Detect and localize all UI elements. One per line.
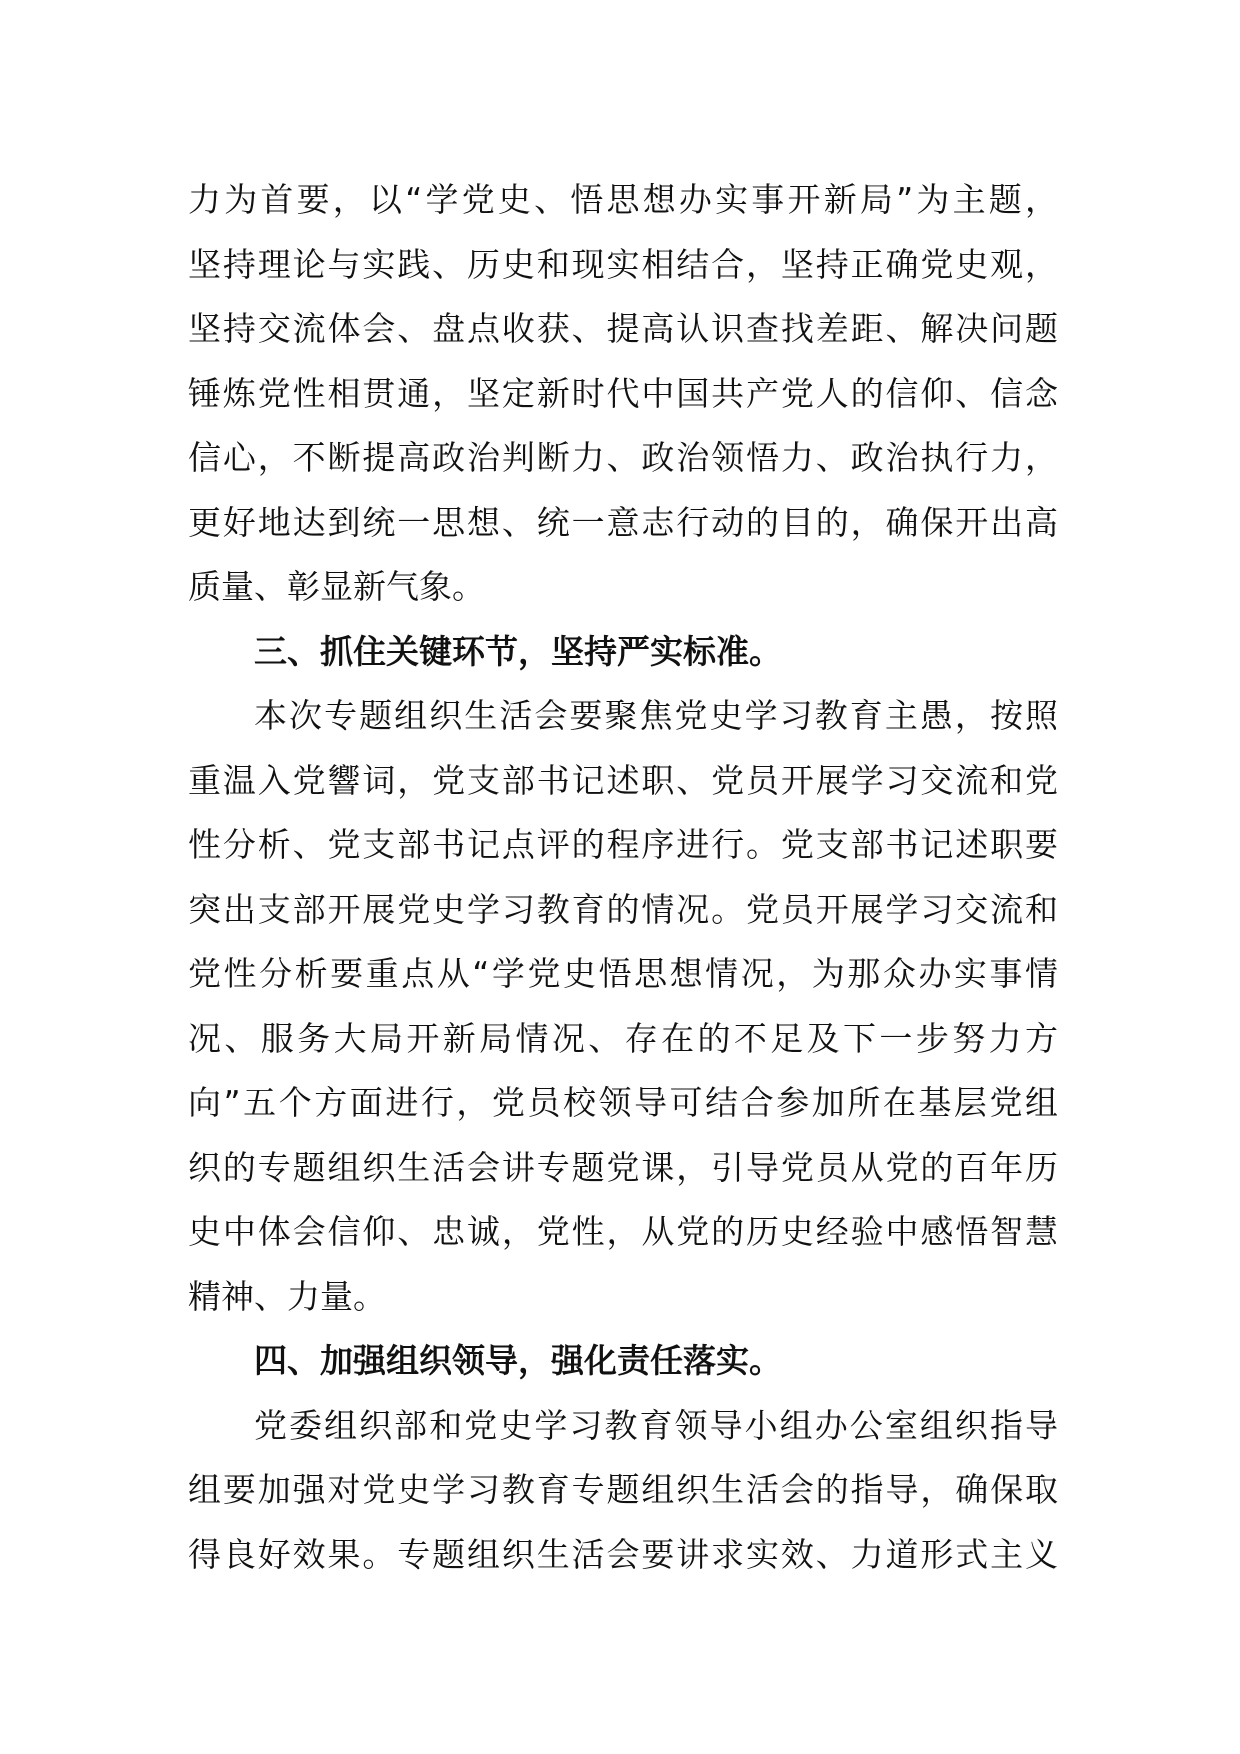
body-line: 坚持交流体会、盘点收获、提高认识查找差距、解决问题 bbox=[188, 309, 1058, 348]
section-heading-4: 四、加强组织领导，强化责任落实。 bbox=[254, 1341, 782, 1380]
section-heading-3: 三、抓住关键环节，坚持严实标准。 bbox=[254, 631, 782, 671]
paragraph-first-line: 本次专题组织生活会要聚焦党史学习教育主愚，按照 bbox=[254, 696, 1058, 735]
body-line: 锤炼党性相贯通，坚定新时代中国共产党人的信仰、信念 bbox=[188, 373, 1058, 413]
body-line: 力为首要，以“学党史、悟思想办实事开新局”为主题， bbox=[188, 180, 1058, 219]
body-line: 织的专题组织生活会讲专题党课，引导党员从党的百年历 bbox=[188, 1147, 1058, 1187]
body-line: 向”五个方面进行，党员校领导可结合参加所在基层党组 bbox=[188, 1083, 1058, 1122]
body-line: 信心，不断提高政治判断力、政治领悟力、政治执行力， bbox=[188, 438, 1058, 477]
document-body bbox=[188, 168, 1058, 1587]
paragraph-first-line: 党委组织部和党史学习教育领导小组办公室组织指导 bbox=[254, 1405, 1058, 1445]
body-line: 史中体会信仰、忠诚，党性，从党的历史经验中感悟智慧 bbox=[188, 1212, 1058, 1251]
body-line: 更好地达到统一思想、统一意志行动的目的，确保开出高 bbox=[188, 502, 1058, 542]
body-line: 组要加强对党史学习教育专题组织生活会的指导，确保取 bbox=[188, 1470, 1058, 1509]
body-line: 坚持理论与实践、历史和现实相结合，坚持正确党史观， bbox=[188, 244, 1058, 284]
body-line: 党性分析要重点从“学党史悟思想情况，为那众办实事情 bbox=[188, 954, 1058, 993]
body-line: 性分析、党支部书记点评的程序进行。党支部书记述职要 bbox=[188, 825, 1058, 864]
body-line: 精神、力量。 bbox=[188, 1276, 386, 1316]
body-line: 质量、彰显新气象。 bbox=[188, 567, 485, 606]
body-line: 重温入党響词，党支部书记述职、党员开展学习交流和党 bbox=[188, 760, 1058, 800]
body-line: 得良好效果。专题组织生活会要讲求实效、力道形式主义 bbox=[188, 1534, 1058, 1574]
body-line: 况、服务大局开新局情况、存在的不足及下一步努力方 bbox=[188, 1018, 1058, 1058]
body-line: 突出支部开展党史学习教育的情况。党员开展学习交流和 bbox=[188, 889, 1058, 929]
